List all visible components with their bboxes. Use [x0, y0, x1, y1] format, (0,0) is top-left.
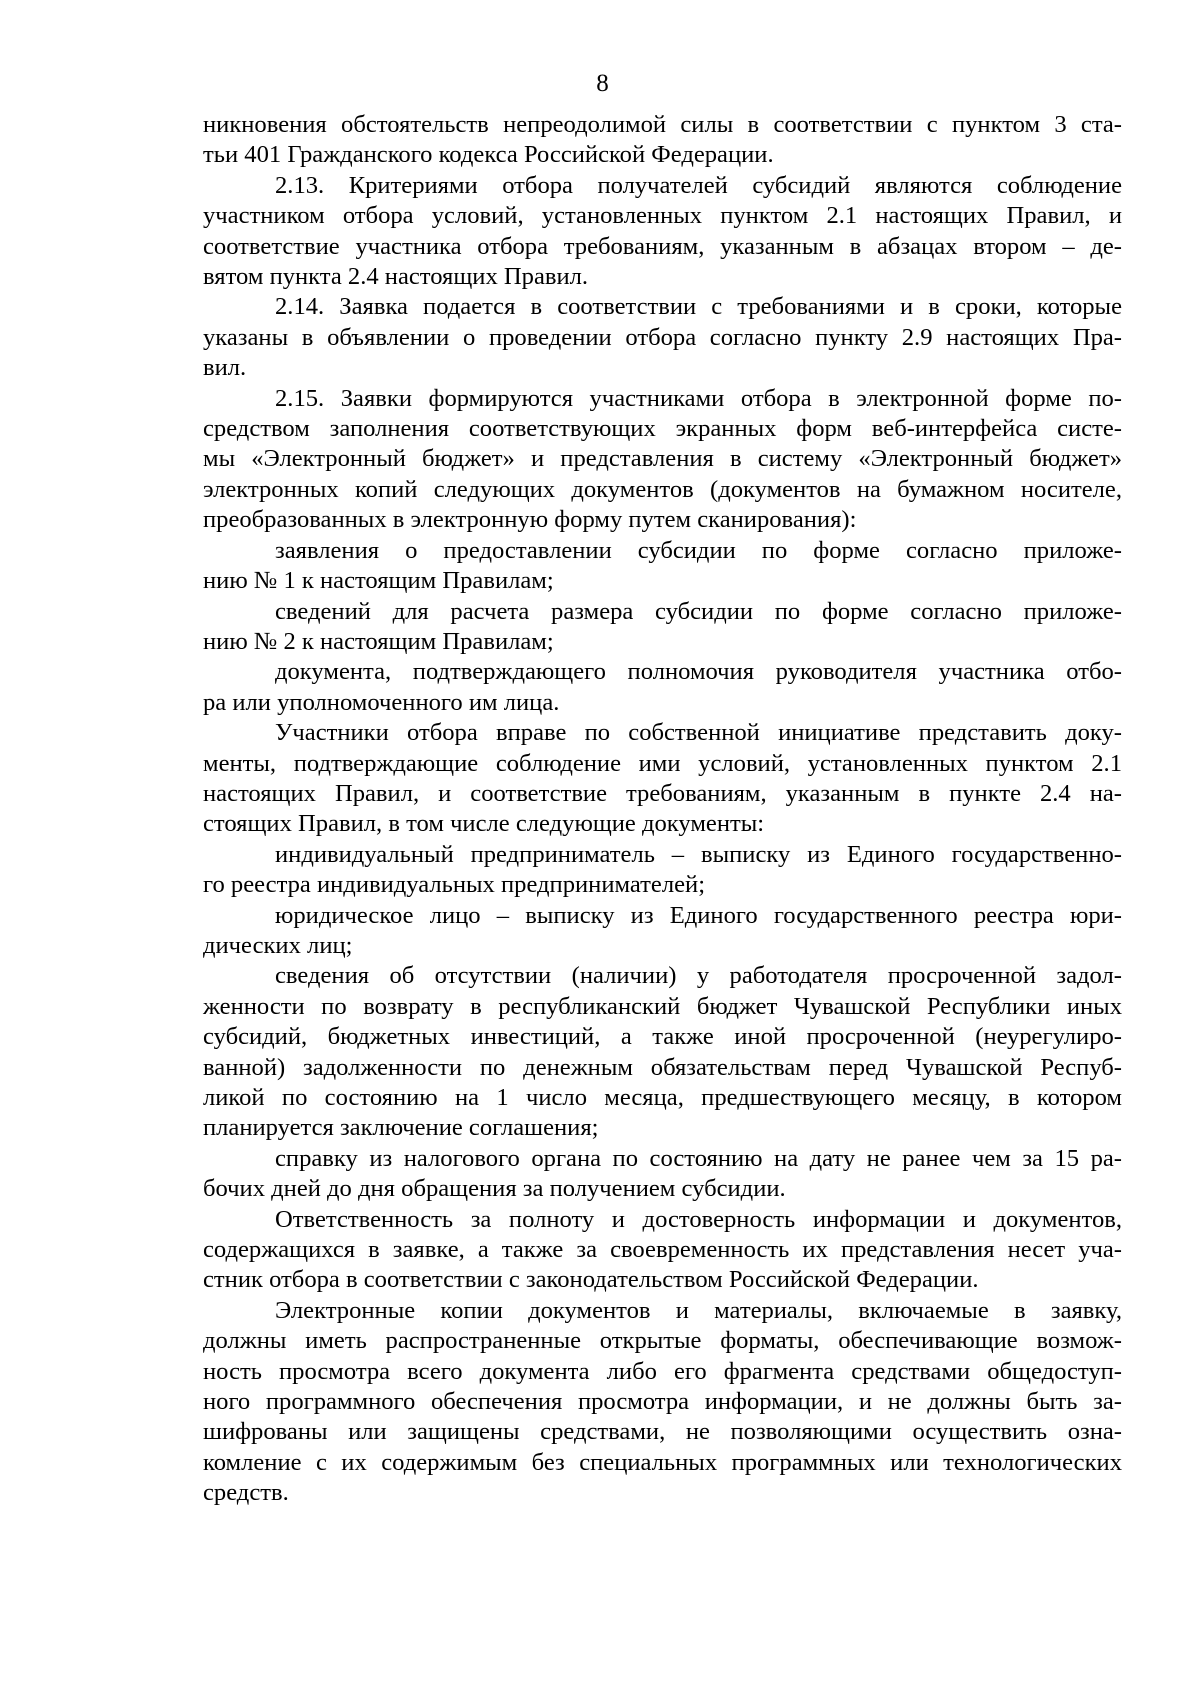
text-line: 2.15. Заявки формируются участниками отбора в электронной форме по-	[275, 384, 1122, 412]
text-line: соответствие участника отбора требованиям, указанным в абзацах втором – де-	[203, 232, 1122, 260]
text-line: шифрованы или защищены средствами, не позволяющими осуществить озна-	[203, 1418, 1122, 1446]
paragraph	[203, 718, 1122, 840]
paragraph	[203, 597, 1122, 658]
text-line: комление с их содержимым без специальных программных или технологических	[203, 1448, 1122, 1476]
text-line: 2.14. Заявка подается в соответствии с требованиями и в сроки, которые	[275, 293, 1122, 321]
text-line: бочих дней до дня обращения за получением субсидии.	[203, 1175, 786, 1203]
text-line: преобразованных в электронную форму путем сканирования):	[203, 506, 857, 534]
text-line: участником отбора условий, установленных пунктом 2.1 настоящих Правил, и	[203, 202, 1122, 230]
text-line: ванной) задолженности по денежным обязательствам перед Чувашской Респуб-	[203, 1053, 1122, 1081]
text-line: ликой по состоянию на 1 число месяца, предшествующего месяцу, в котором	[203, 1084, 1122, 1111]
paragraph	[203, 961, 1122, 1143]
text-line: средств.	[203, 1479, 289, 1507]
paragraph	[203, 1144, 1122, 1205]
text-line: настоящих Правил, и соответствие требованиям, указанным в пункте 2.4 на-	[203, 779, 1122, 807]
text-line: документа, подтверждающего полномочия руководителя участника отбо-	[275, 658, 1122, 686]
text-line: электронных копий следующих документов (документов на бумажном носителе,	[203, 475, 1122, 503]
text-line: средством заполнения соответствующих экранных форм веб-интерфейса систе-	[203, 415, 1122, 443]
paragraph	[203, 657, 1122, 718]
text-line: никновения обстоятельств непреодолимой силы в соответствии с пунктом 3 ста-	[203, 111, 1122, 138]
paragraph	[203, 384, 1122, 536]
paragraph	[203, 171, 1122, 293]
text-line: содержащихся в заявке, а также за своевременность их представления несет уча-	[203, 1236, 1122, 1264]
text-line: ра или уполномоченного им лица.	[203, 688, 560, 716]
text-line: заявления о предоставлении субсидии по форме согласно приложе-	[275, 536, 1122, 564]
text-line: вятом пункта 2.4 настоящих Правил.	[203, 263, 589, 291]
text-line: дических лиц;	[203, 931, 353, 959]
paragraph	[203, 292, 1122, 383]
text-line: сведений для расчета размера субсидии по форме согласно приложе-	[275, 597, 1122, 625]
text-line: Участники отбора вправе по собственной инициативе представить доку-	[275, 719, 1122, 747]
paragraph	[203, 840, 1122, 901]
text-line: юридическое лицо – выписку из Единого государственного реестра юри-	[275, 901, 1122, 929]
document-body	[203, 110, 1122, 1509]
text-line: стоящих Правил, в том числе следующие документы:	[203, 810, 765, 838]
paragraph	[203, 536, 1122, 597]
text-line: должны иметь распространенные открытые форматы, обеспечивающие возмож-	[203, 1327, 1122, 1355]
text-line: женности по возврату в республиканский бюджет Чувашской Республики иных	[203, 992, 1122, 1020]
paragraph	[203, 110, 1122, 171]
text-line: ность просмотра всего документа либо его фрагмента средствами общедоступ-	[203, 1357, 1122, 1385]
text-line: указаны в объявлении о проведении отбора согласно пункту 2.9 настоящих Пра-	[203, 323, 1122, 351]
text-line: сведения об отсутствии (наличии) у работодателя просроченной задол-	[275, 962, 1122, 990]
text-line: тьи 401 Гражданского кодекса Российской Федерации.	[203, 141, 774, 169]
text-line: го реестра индивидуальных предпринимателей;	[203, 871, 706, 899]
text-line: Электронные копии документов и материалы, включаемые в заявку,	[275, 1296, 1122, 1324]
paragraph	[203, 901, 1122, 962]
text-line: менты, подтверждающие соблюдение ими условий, установленных пунктом 2.1	[203, 749, 1122, 777]
paragraph	[203, 1296, 1122, 1509]
paragraph	[203, 1205, 1122, 1296]
text-line: Ответственность за полноту и достоверность информации и документов,	[275, 1205, 1122, 1233]
text-line: индивидуальный предприниматель – выписку из Единого государственно-	[275, 840, 1122, 868]
text-line: нию № 1 к настоящим Правилам;	[203, 567, 554, 595]
text-line: субсидий, бюджетных инвестиций, а также иной просроченной (неурегулиро-	[203, 1023, 1122, 1051]
page-number: 8	[596, 70, 609, 97]
text-line: стник отбора в соответствии с законодательством Российской Федерации.	[203, 1266, 979, 1294]
text-line: ного программного обеспечения просмотра информации, и не должны быть за-	[203, 1388, 1122, 1416]
text-line: планируется заключение соглашения;	[203, 1114, 599, 1142]
text-line: мы «Электронный бюджет» и представления в систему «Электронный бюджет»	[203, 445, 1122, 473]
text-line: нию № 2 к настоящим Правилам;	[203, 627, 554, 655]
text-line: справку из налогового органа по состоянию на дату не ранее чем за 15 ра-	[275, 1144, 1122, 1172]
text-line: вил.	[203, 354, 247, 382]
text-line: 2.13. Критериями отбора получателей субсидий являются соблюдение	[275, 171, 1122, 199]
